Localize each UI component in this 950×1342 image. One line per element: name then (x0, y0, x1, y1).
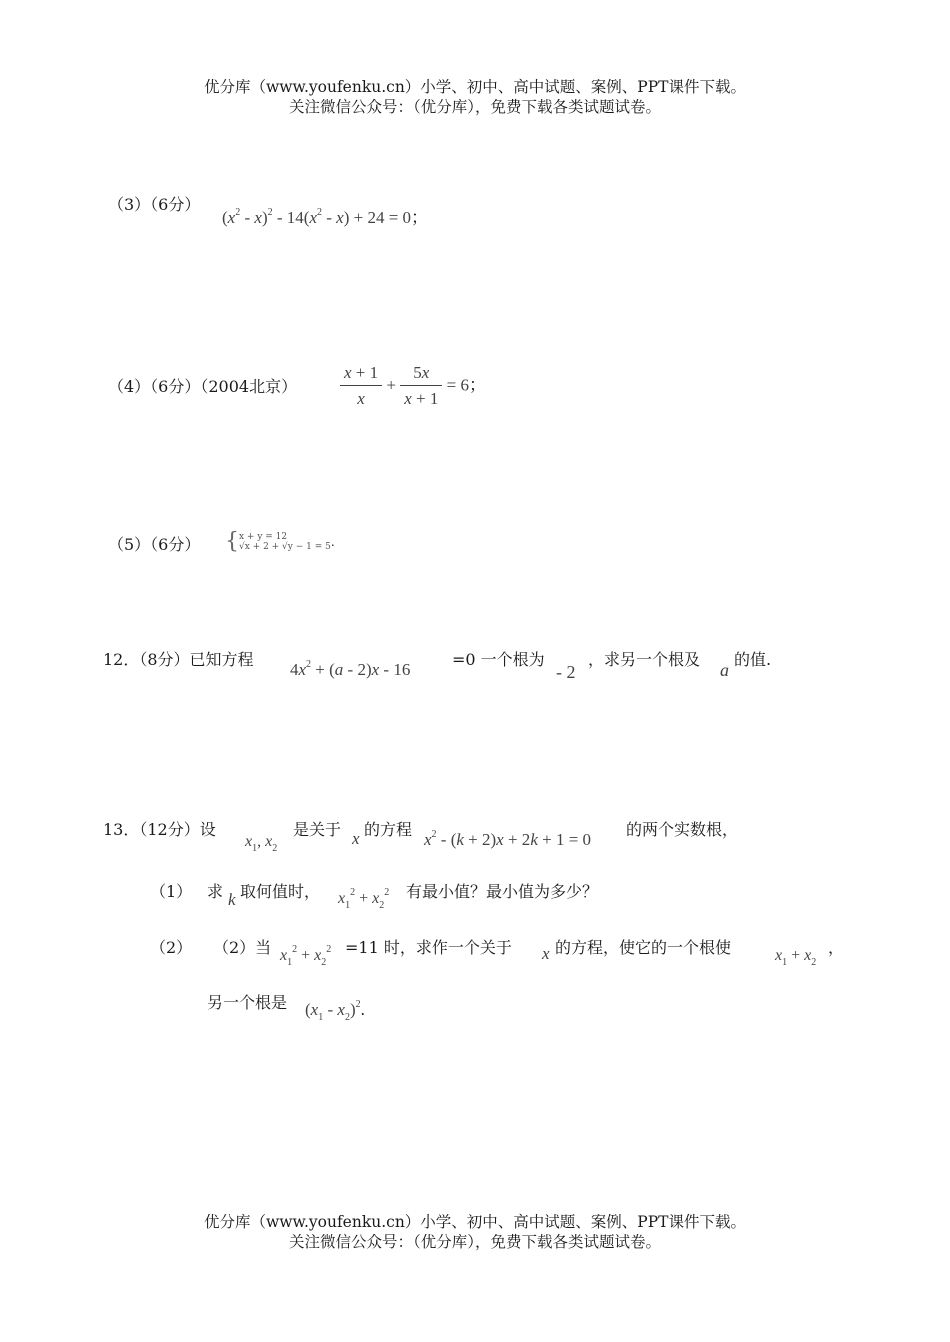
header-line-1: 优分库（www.youfenku.cn）小学、初中、高中试题、案例、PPT课件下载。 (203, 78, 747, 96)
q12-after: ，求另一个根及 (588, 650, 701, 669)
q13-equation: $x^2 - (k + 2)x + 2k + 1 = 0$ (424, 829, 592, 849)
brace-icon: { (225, 529, 239, 554)
q13-p1-expr: $x_1^2 + x_2^2$ (338, 887, 390, 911)
q4-equation: $\frac{x + 1}{x}$ + $\frac{5x}{x + 1}$ = 6； (340, 361, 486, 412)
q12-end: 的值. (734, 650, 772, 669)
q13-label: 13．（12分）设 (103, 820, 216, 839)
q12-root: - 2 (556, 662, 576, 682)
q13-p2-num: （2） (150, 938, 193, 957)
q13-var: x (352, 829, 360, 848)
q13-t2: 的方程 (364, 820, 413, 839)
q13-p2-d: ， (828, 938, 845, 957)
q13-p1-num: （1） (150, 882, 193, 901)
q4-fraction-1: $\frac{x + 1}{x}$ (340, 361, 382, 412)
q13-t1: 是关于 (293, 820, 342, 839)
q13-p1-k: k (228, 890, 236, 909)
q13-p2-b: =11 时，求作一个关于 (345, 938, 512, 957)
q12-mid: =0 一个根为 (452, 650, 545, 669)
q13-t3: 的两个实数根， (626, 820, 739, 839)
q13-p2-expr: $x_1^2 + x_2^2$ (280, 944, 332, 968)
q5-label: （5）（6分） (108, 535, 201, 554)
q13-p1-b: 取何值时， (240, 882, 321, 901)
footer-line-2: 关注微信公众号：（优分库），免费下载各类试题试卷。 (288, 1233, 661, 1251)
q13-roots: $x_1$, $x_2$ (245, 833, 278, 854)
q4-end: ； (468, 375, 486, 395)
q13-p2-sum: $x_1 + x_2$ (775, 947, 817, 968)
q3-equation: $(x^2 - x)^2 - 14(x^2 - x) + 24 = 0$； (222, 207, 429, 227)
q12-equation: $4x^2 + (a - 2)x - 16$ (290, 659, 411, 679)
q13-p1-c: 有最小值？最小值为多少？ (406, 882, 599, 901)
q12-label: 12．（8分）已知方程 (103, 650, 254, 669)
q4-label: （4）（6分）（2004北京） (108, 377, 298, 396)
q3-label: （3）（6分） (108, 195, 201, 214)
q13-p2-diff: $(x_1 - x_2)^2$. (305, 999, 365, 1023)
q3-end: ； (411, 208, 429, 227)
q12-var: a (720, 660, 729, 680)
q13-p2-e: 另一个根是 (207, 993, 288, 1012)
q4-fraction-2: $\frac{5x}{x + 1}$ (400, 361, 442, 412)
q5-line-2: √x + 2 + √y − 1 = 5 (239, 542, 331, 552)
header-line-2: 关注微信公众号：（优分库），免费下载各类试题试卷。 (288, 98, 661, 116)
q5-system (225, 531, 335, 553)
footer-line-1: 优分库（www.youfenku.cn）小学、初中、高中试题、案例、PPT课件下载。 (203, 1213, 747, 1231)
q13-p2-c: 的方程，使它的一个根使 (555, 938, 732, 957)
q13-p2-a: （2）当 (213, 938, 272, 957)
q13-p2-x: x (542, 944, 550, 963)
q5-line-1: x + y = 12 (239, 532, 288, 542)
q5-end: . (330, 535, 335, 549)
q13-p1-a: 求 (207, 882, 224, 901)
q13-p2-f: . (360, 1000, 365, 1019)
